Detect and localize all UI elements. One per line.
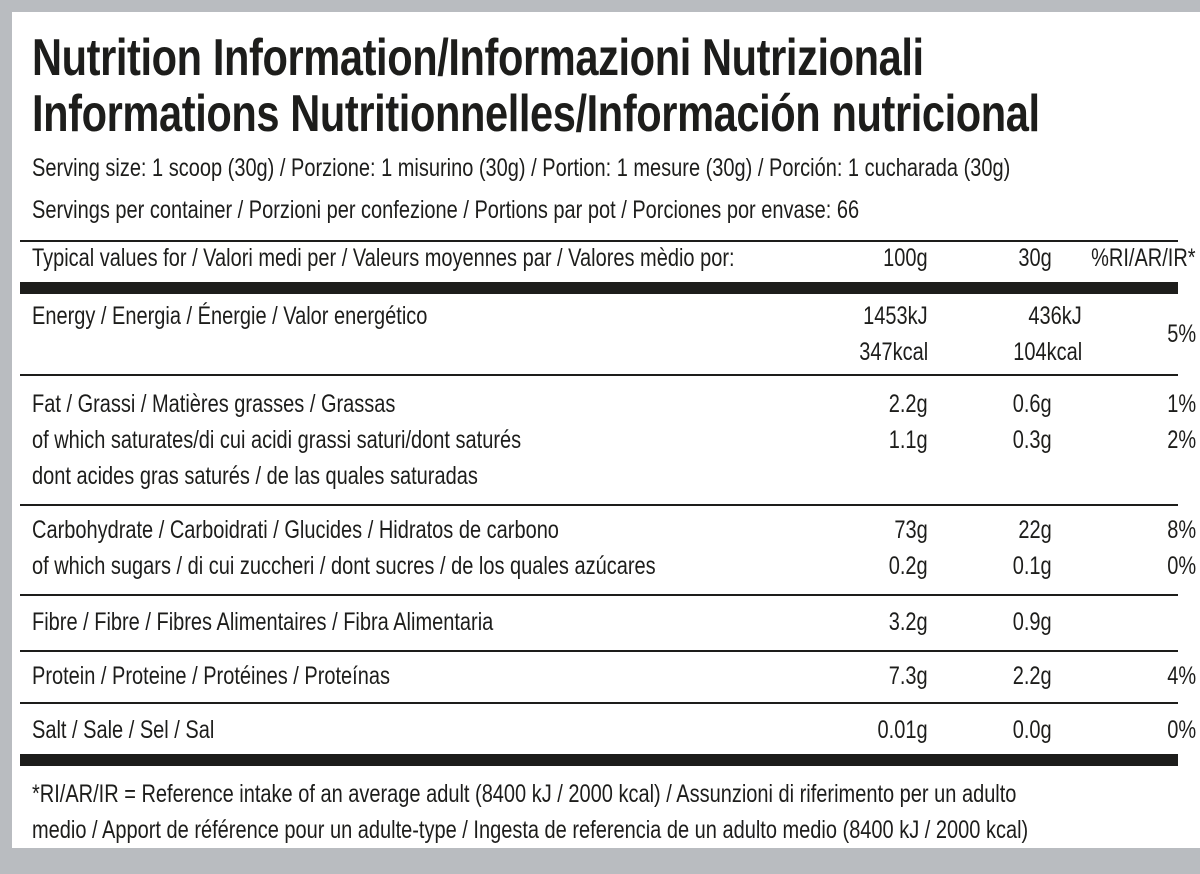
fat-30g: 0.6g [1013,390,1052,418]
sugars-label: of which sugars / di cui zuccheri / dont sucres / de los quales azúcares [32,552,656,580]
protein-label: Protein / Proteine / Protéines / Proteínas [32,662,390,690]
salt-label: Salt / Sale / Sel / Sal [32,716,215,744]
footnote-line-2: medio / Apport de référence pour un adulte-type / Ingesta de referencia de un adulto medio (8400 kJ / 2000 kcal) [32,816,1029,844]
sugars-100g: 0.2g [889,552,928,580]
carbohydrate-100g: 73g [894,516,928,544]
fat-ri: 1% [1167,390,1196,418]
fat-100g: 2.2g [889,390,928,418]
salt-ri: 0% [1167,716,1196,744]
energy-kcal-100g: 347kcal [859,338,928,366]
protein-ri: 4% [1167,662,1196,690]
fibre-30g: 0.9g [1013,608,1052,636]
saturates-label-line-1: of which saturates/di cui acidi grassi saturi/dont saturés [32,426,522,454]
sugars-30g: 0.1g [1013,552,1052,580]
protein-30g: 2.2g [1013,662,1052,690]
header-ri: %RI/AR/IR* [1091,244,1196,272]
energy-kj-30g: 436kJ [1028,302,1082,330]
salt-30g: 0.0g [1013,716,1052,744]
divider [20,504,1178,506]
divider-thick [20,754,1178,766]
divider [20,702,1178,704]
energy-label: Energy / Energia / Énergie / Valor energético [32,302,428,330]
fibre-100g: 3.2g [889,608,928,636]
header-label: Typical values for / Valori medi per / Valeurs moyennes par / Valores mèdio por: [32,244,735,272]
header-30g: 30g [1018,244,1052,272]
carbohydrate-ri: 8% [1167,516,1196,544]
saturates-30g: 0.3g [1013,426,1052,454]
carbohydrate-30g: 22g [1018,516,1052,544]
divider [20,374,1178,376]
title-line-2: Informations Nutritionnelles/Información nutricional [32,85,1040,143]
energy-kj-100g: 1453kJ [863,302,928,330]
saturates-ri: 2% [1167,426,1196,454]
header-100g: 100g [883,244,928,272]
salt-100g: 0.01g [877,716,928,744]
carbohydrate-label: Carbohydrate / Carboidrati / Glucides / Hidratos de carbono [32,516,559,544]
serving-size: Serving size: 1 scoop (30g) / Porzione: 1 misurino (30g) / Portion: 1 mesure (30g) / Porción: 1 cucharada (30g) [32,154,1011,182]
divider [20,594,1178,596]
servings-per-container: Servings per container / Porzioni per confezione / Portions par pot / Porciones por envase: 66 [32,196,860,224]
protein-100g: 7.3g [889,662,928,690]
fat-label: Fat / Grassi / Matières grasses / Grassas [32,390,396,418]
divider-thick [20,282,1178,294]
saturates-label-line-2: dont acides gras saturés / de las quales saturadas [32,462,478,490]
sugars-ri: 0% [1167,552,1196,580]
nutrition-label [12,12,1200,848]
energy-kcal-30g: 104kcal [1013,338,1082,366]
energy-ri: 5% [1167,320,1196,348]
fibre-label: Fibre / Fibre / Fibres Alimentaires / Fibra Alimentaria [32,608,494,636]
saturates-100g: 1.1g [889,426,928,454]
title-line-1: Nutrition Information/Informazioni Nutrizionali [32,29,924,87]
footnote-line-1: *RI/AR/IR = Reference intake of an average adult (8400 kJ / 2000 kcal) / Assunzioni di riferimento per un adulto [32,780,1017,808]
divider [20,650,1178,652]
